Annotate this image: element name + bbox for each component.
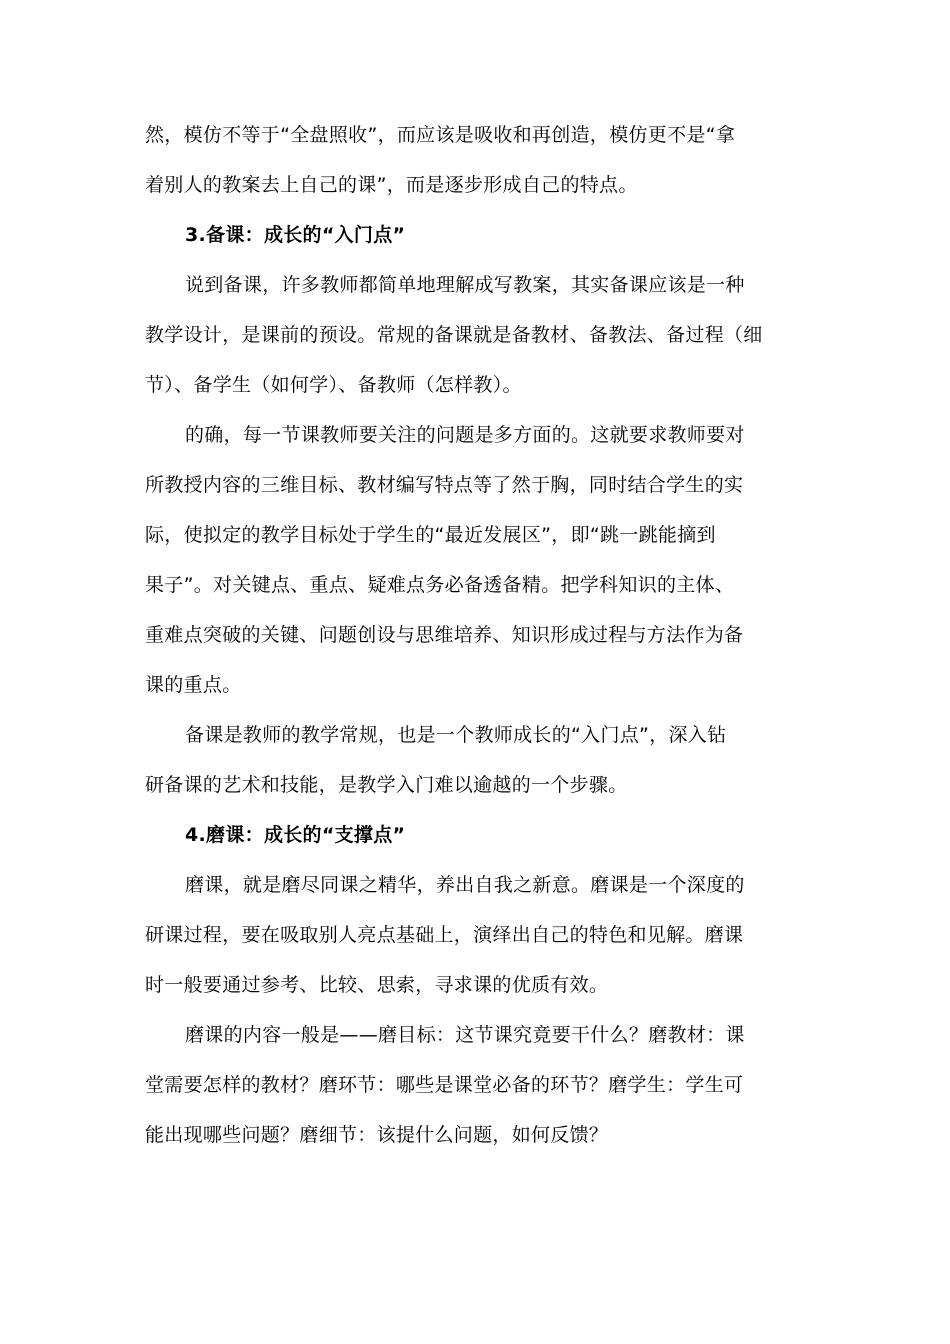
- text-line: 的确，每一节课教师要关注的问题是多方面的。这就要求教师要对: [185, 424, 745, 446]
- text-line: 课的重点。: [145, 674, 242, 696]
- text-line: 然，模仿不等于“全盘照收”，而应该是吸收和再创造，模仿更不是“拿: [145, 124, 736, 146]
- text-line: 研课过程，要在吸取别人亮点基础上，演绎出自己的特色和见解。磨课: [145, 924, 744, 946]
- text-line: 备课是教师的教学常规，也是一个教师成长的“入门点”，深入钻: [185, 724, 727, 746]
- text-line: 果子”。对关键点、重点、疑难点务必备透备精。把学科知识的主体、: [145, 574, 735, 596]
- text-line: 所教授内容的三维目标、教材编写特点等了然于胸，同时结合学生的实: [145, 474, 744, 496]
- section-heading-3: 3.备课：成长的“入门点”: [185, 224, 406, 246]
- text-line: 际，使拟定的教学目标处于学生的“最近发展区”，即“跳一跳能摘到: [145, 524, 716, 546]
- text-line: 研备课的艺术和技能，是教学入门难以逾越的一个步骤。: [145, 774, 628, 796]
- text-line: 节）、备学生（如何学）、备教师（怎样教）。: [145, 374, 522, 396]
- document-page: [145, 110, 810, 1160]
- section-heading-4: 4.磨课：成长的“支撑点”: [185, 824, 406, 846]
- text-line: 重难点突破的关键、问题创设与思维培养、知识形成过程与方法作为备: [145, 624, 744, 646]
- text-line: 着别人的教案去上自己的课”，而是逐步形成自己的特点。: [145, 174, 638, 196]
- text-line: 堂需要怎样的教材？磨环节：哪些是课堂必备的环节？磨学生：学生可: [145, 1074, 744, 1096]
- text-line: 时一般要通过参考、比较、思索，寻求课的优质有效。: [145, 974, 609, 996]
- text-line: 能出现哪些问题？磨细节：该提什么问题，如何反馈？: [145, 1124, 609, 1146]
- text-line: 磨课，就是磨尽同课之精华，养出自我之新意。磨课是一个深度的: [185, 874, 745, 896]
- text-line: 说到备课，许多教师都简单地理解成写教案，其实备课应该是一种: [185, 274, 745, 296]
- text-line: 教学设计，是课前的预设。常规的备课就是备教材、备教法、备过程（细: [145, 324, 763, 346]
- text-line: 磨课的内容一般是——磨目标：这节课究竟要干什么？磨教材：课: [185, 1024, 745, 1046]
